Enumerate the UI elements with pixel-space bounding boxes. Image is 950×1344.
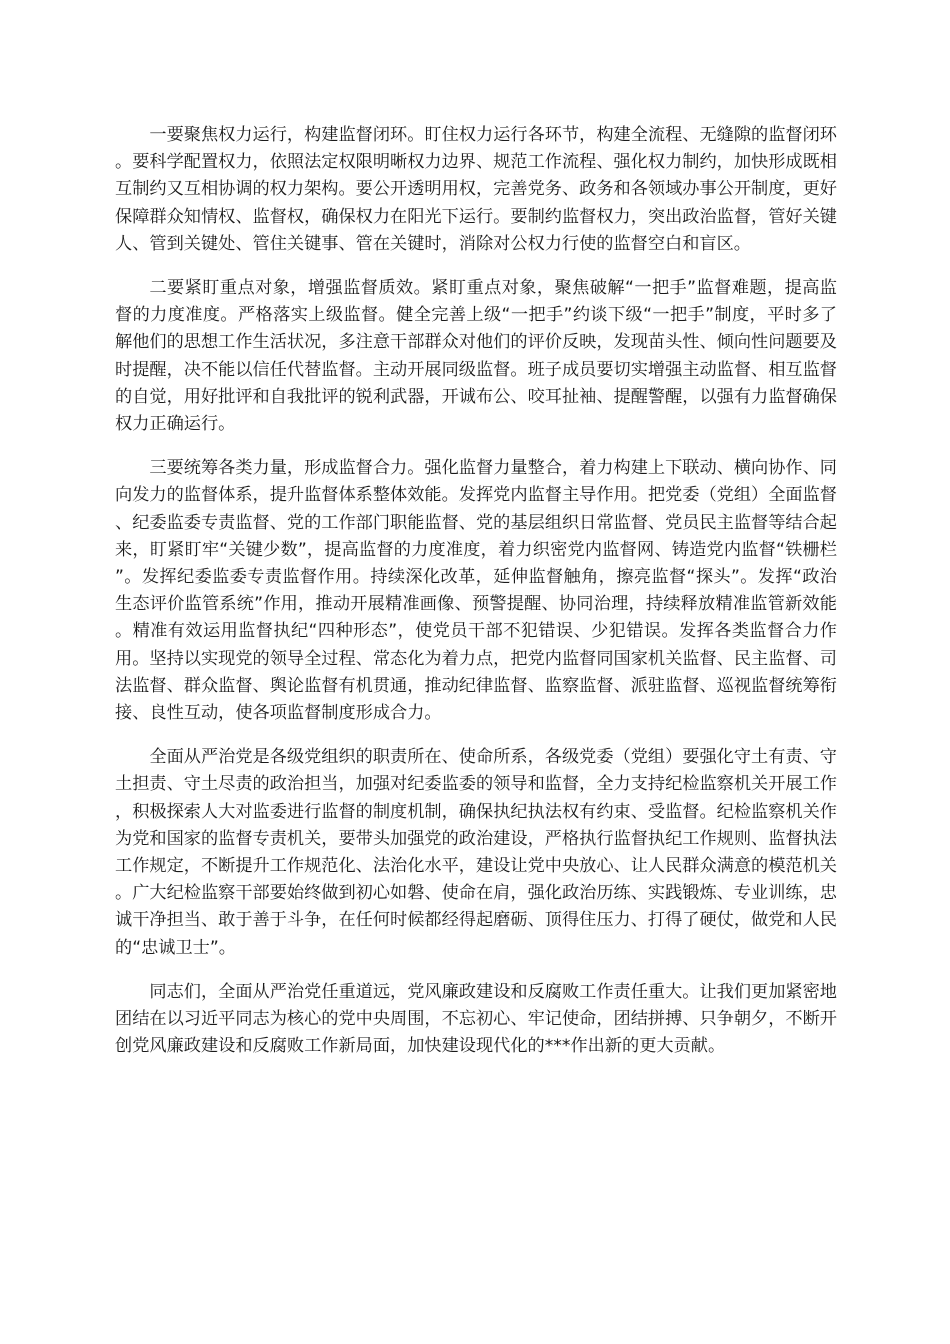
- paragraph-strict-governance: 全面从严治党是各级党组织的职责所在、使命所系，各级党委（党组）要强化守土有责、守土担责、守土尽责的政治担当，加强对纪委监委的领导和监督，全力支持纪检监察机关开展工作，积极探索人大对监委进行监督的制度机制，确保执纪执法权有约束、受监督。纪检监察机关作为党和国家的监督专责机关，要带头加强党的政治建设，严格执行监督执纪工作规则、监督执法工作规定，不断提升工作规范化、法治化水平，建设让党中央放心、让人民群众满意的模范机关。广大纪检监察干部要始终做到初心如磐、使命在肩，强化政治历练、实践锻炼、专业训练，忠诚干净担当、敢于善于斗争，在任何时候都经得起磨砺、顶得住压力、打得了硬仗，做党和人民的“忠诚卫士”。: [115, 747, 837, 958]
- paragraph-focus-power: 一要聚焦权力运行，构建监督闭环。盯住权力运行各环节，构建全流程、无缝隙的监督闭环。要科学配置权力，依照法定权限明晰权力边界、规范工作流程、强化权力制约，加快形成既相互制约又互相协调的权力架构。要公开透明用权，完善党务、政务和各领域办事公开制度，更好保障群众知情权、监督权，确保权力在阳光下运行。要制约监督权力，突出政治监督，管好关键人、管到关键处、管住关键事、管在关键时，消除对公权力行使的监督空白和盲区。: [115, 125, 837, 254]
- paragraph-key-targets: 二要紧盯重点对象，增强监督质效。紧盯重点对象，聚焦破解“一把手”监督难题，提高监督的力度准度。严格落实上级监督。健全完善上级“一把手”约谈下级“一把手”制度，平时多了解他们的思想工作生活状况，多注意干部群众对他们的评价反映，发现苗头性、倾向性问题要及时提醒，决不能以信任代替监督。主动开展同级监督。班子成员要切实增强主动监督、相互监督的自觉，用好批评和自我批评的锐利武器，开诚布公、咬耳扯袖、提醒警醒，以强有力监督确保权力正确运行。: [115, 278, 837, 435]
- paragraph-coordinate-forces: 三要统筹各类力量，形成监督合力。强化监督力量整合，着力构建上下联动、横向协作、同向发力的监督体系，提升监督体系整体效能。发挥党内监督主导作用。把党委（党组）全面监督、纪委监委专责监督、党的工作部门职能监督、党的基层组织日常监督、党员民主监督等结合起来，盯紧盯牢“关键少数”，提高监督的力度准度，着力织密党内监督网、铸造党内监督“铁栅栏”。发挥纪委监委专责监督作用。持续深化改革，延伸监督触角，擦亮监督“探头”。发挥“政治生态评价监管系统”作用，推动开展精准画像、预警提醒、协同治理，持续释放精准监管新效能。精准有效运用监督执纪“四种形态”，使党员干部不犯错误、少犯错误。发挥各类监督合力作用。坚持以实现党的领导全过程、常态化为着力点，把党内监督同国家机关监督、民主监督、司法监督、群众监督、舆论监督有机贯通，推动纪律监督、监察监督、派驻监督、巡视监督统筹衔接、良性互动，使各项监督制度形成合力。: [115, 458, 837, 724]
- document-body: [115, 122, 837, 1078]
- paragraph-closing: 同志们，全面从严治党任重道远，党风廉政建设和反腐败工作责任重大。让我们更加紧密地团结在以习近平同志为核心的党中央周围，不忘初心、牢记使命，团结拼搏、只争朝夕，不断开创党风廉政建设和反腐败工作新局面，加快建设现代化的***作出新的更大贡献。: [115, 981, 837, 1057]
